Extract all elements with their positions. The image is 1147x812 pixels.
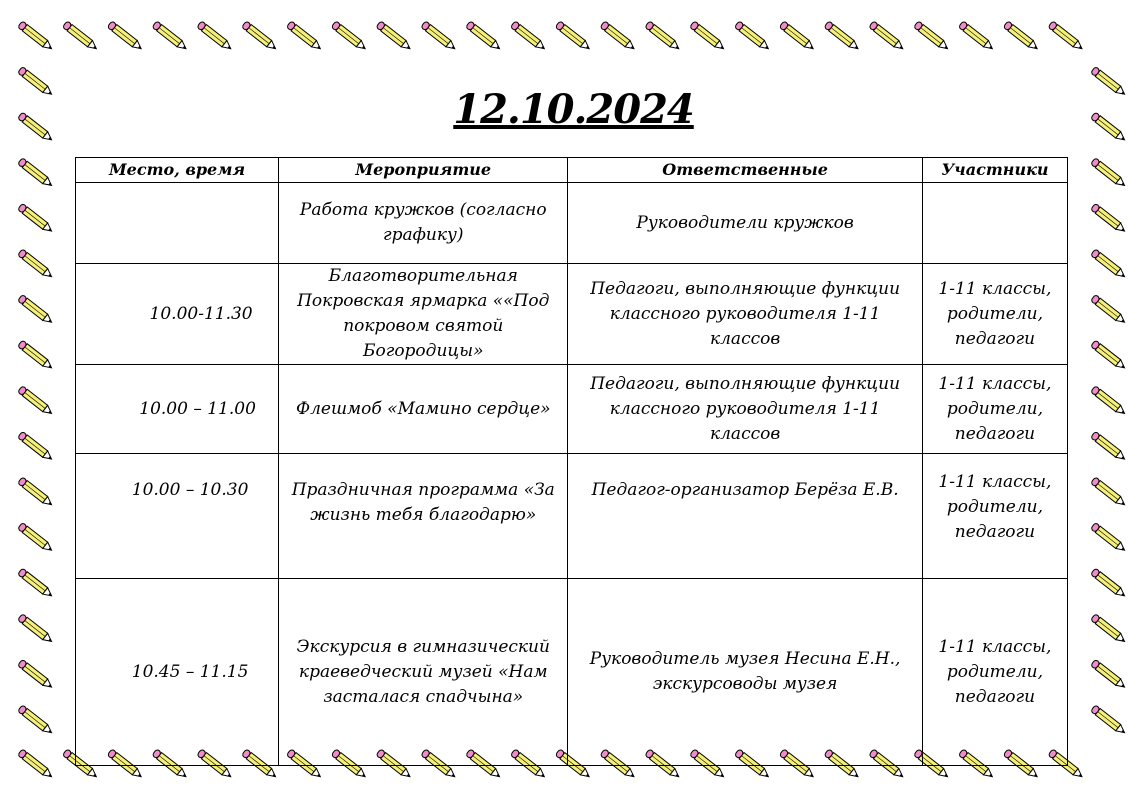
header-participants: Участники bbox=[922, 158, 1067, 183]
pencil-icon bbox=[779, 21, 815, 52]
cell-time: 10.00 – 10.30 bbox=[76, 454, 279, 579]
pencil-icon bbox=[242, 21, 278, 52]
table-row bbox=[76, 264, 1068, 365]
cell-responsible: Педагоги, выполняющие функции классного руководителя 1-11 классов bbox=[568, 365, 923, 454]
pencil-icon bbox=[1091, 203, 1127, 234]
cell-event: Экскурсия в гимназический краеведческий музей «Нам засталася спадчына» bbox=[279, 579, 568, 766]
cell-time: 10.00-11.30 bbox=[76, 264, 279, 365]
pencil-icon bbox=[1091, 477, 1127, 508]
pencil-icon bbox=[1091, 158, 1127, 189]
pencil-icon bbox=[197, 21, 233, 52]
cell-event: Праздничная программа «За жизнь тебя благодарю» bbox=[279, 454, 568, 579]
pencil-icon bbox=[1091, 522, 1127, 553]
cell-responsible: Педагоги, выполняющие функции классного руководителя 1-11 классов bbox=[568, 264, 923, 365]
pencil-icon bbox=[286, 21, 322, 52]
pencil-icon bbox=[555, 21, 591, 52]
table-row bbox=[76, 365, 1068, 454]
cell-event: Флешмоб «Мамино сердце» bbox=[279, 365, 568, 454]
header-place-time: Место, время bbox=[76, 158, 279, 183]
cell-event: Благотворительная Покровская ярмарка ««Под покровом святой Богородицы» bbox=[279, 264, 568, 365]
table-row bbox=[76, 579, 1068, 766]
pencil-icon bbox=[1091, 568, 1127, 599]
table-row bbox=[76, 454, 1068, 579]
header-responsible: Ответственные bbox=[568, 158, 923, 183]
pencil-icon bbox=[107, 21, 143, 52]
pencil-icon bbox=[376, 21, 412, 52]
table-row bbox=[76, 183, 1068, 264]
pencil-icon bbox=[869, 21, 905, 52]
pencil-icon bbox=[18, 614, 54, 645]
pencil-icon bbox=[18, 431, 54, 462]
pencil-icon bbox=[152, 21, 188, 52]
pencil-icon bbox=[18, 294, 54, 325]
cell-time: 10.00 – 11.00 bbox=[76, 365, 279, 454]
page-title: 12.10.2024 bbox=[453, 86, 694, 133]
pencil-icon bbox=[18, 249, 54, 280]
cell-responsible: Руководитель музея Несина Е.Н., экскурсоводы музея bbox=[568, 579, 923, 766]
pencil-icon bbox=[1048, 21, 1084, 52]
pencil-icon bbox=[18, 203, 54, 234]
cell-time: 10.45 – 11.15 bbox=[76, 579, 279, 766]
pencil-icon bbox=[18, 522, 54, 553]
pencil-icon bbox=[18, 340, 54, 371]
table-header-row bbox=[76, 158, 1068, 183]
pencil-icon bbox=[1091, 431, 1127, 462]
pencil-icon bbox=[510, 21, 546, 52]
pencil-icon bbox=[1003, 21, 1039, 52]
cell-participants: 1-11 классы, родители, педагоги bbox=[922, 365, 1067, 454]
cell-time bbox=[76, 183, 279, 264]
pencil-icon bbox=[18, 158, 54, 189]
pencil-icon bbox=[18, 386, 54, 417]
pencil-icon bbox=[914, 21, 950, 52]
pencil-icon bbox=[645, 21, 681, 52]
pencil-icon bbox=[1091, 705, 1127, 736]
schedule-table bbox=[75, 157, 1068, 766]
pencil-icon bbox=[1091, 249, 1127, 280]
cell-participants: 1-11 классы, родители, педагоги bbox=[922, 454, 1067, 579]
header-event: Мероприятие bbox=[279, 158, 568, 183]
pencil-icon bbox=[18, 568, 54, 599]
pencil-icon bbox=[18, 659, 54, 690]
pencil-icon bbox=[1091, 614, 1127, 645]
pencil-icon bbox=[62, 21, 98, 52]
pencil-icon bbox=[734, 21, 770, 52]
pencil-icon bbox=[1091, 386, 1127, 417]
pencil-icon bbox=[958, 21, 994, 52]
pencil-icon bbox=[600, 21, 636, 52]
cell-event: Работа кружков (согласно графику) bbox=[279, 183, 568, 264]
pencil-icon bbox=[690, 21, 726, 52]
pencil-icon bbox=[18, 21, 54, 52]
pencil-icon bbox=[466, 21, 502, 52]
pencil-icon bbox=[18, 705, 54, 736]
cell-participants bbox=[922, 183, 1067, 264]
pencil-icon bbox=[1091, 659, 1127, 690]
pencil-icon bbox=[1091, 340, 1127, 371]
cell-participants: 1-11 классы, родители, педагоги bbox=[922, 264, 1067, 365]
cell-participants: 1-11 классы, родители, педагоги bbox=[922, 579, 1067, 766]
pencil-icon bbox=[1091, 294, 1127, 325]
cell-responsible: Руководители кружков bbox=[568, 183, 923, 264]
pencil-icon bbox=[18, 749, 54, 780]
pencil-icon bbox=[824, 21, 860, 52]
cell-responsible: Педагог-организатор Берёза Е.В. bbox=[568, 454, 923, 579]
pencil-icon bbox=[18, 477, 54, 508]
pencil-icon bbox=[331, 21, 367, 52]
pencil-icon bbox=[421, 21, 457, 52]
